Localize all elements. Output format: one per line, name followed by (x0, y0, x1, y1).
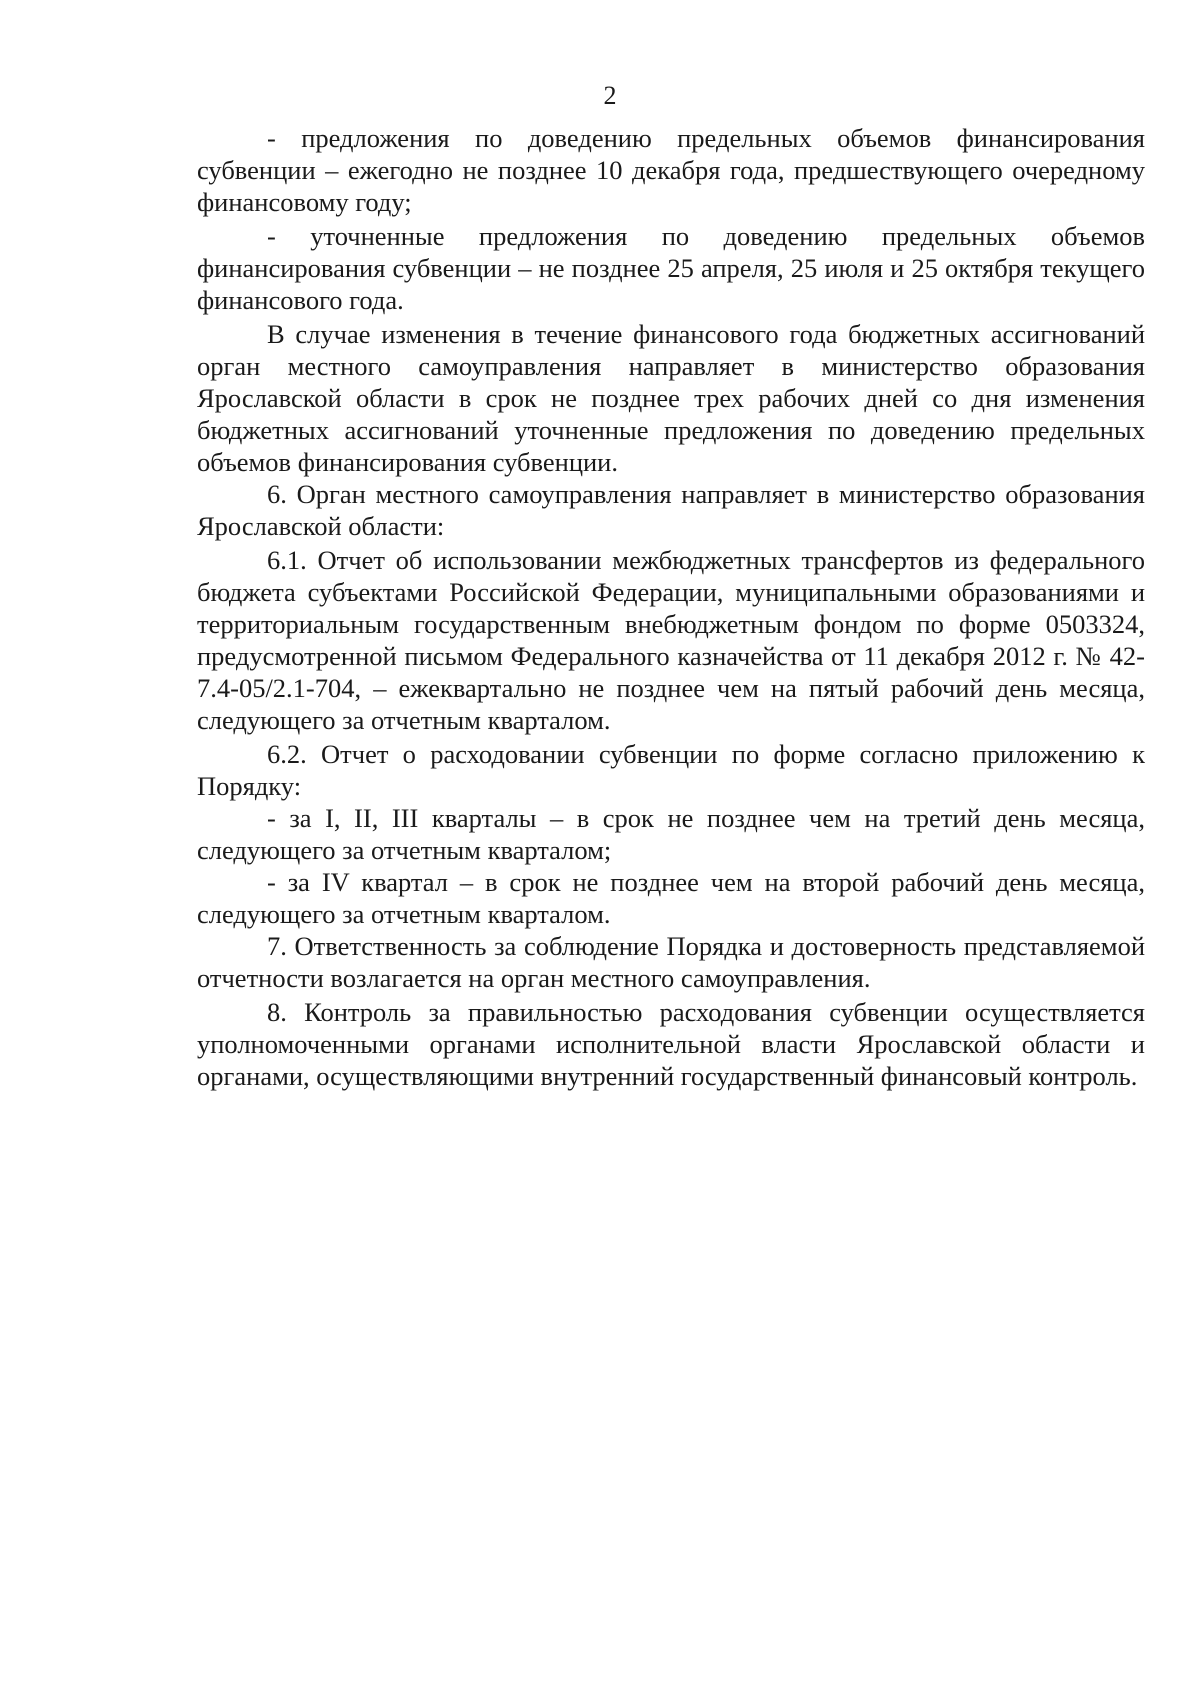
paragraph-quarters-1-3: - за I, II, III кварталы – в срок не позднее чем на третий день месяца, следующего за отчетным кварталом; (197, 803, 1145, 865)
paragraph-budget-changes: В случае изменения в течение финансового года бюджетных ассигнований орган местного самоуправления направляет в министерство образования Ярославской области в срок не позднее трех рабочих дней со дня изменения бюджетных ассигнований уточненные предложения по доведению предельных объемов финансирования субвенции. (197, 319, 1145, 477)
paragraph-proposals-deadline: - предложения по доведению предельных объемов финансирования субвенции – ежегодно не позднее 10 декабря года, предшествующего очередному финансовому году; (197, 123, 1145, 217)
paragraph-quarter-4: - за IV квартал – в срок не позднее чем на второй рабочий день месяца, следующего за отчетным кварталом. (197, 867, 1145, 929)
page-number: 2 (603, 81, 617, 110)
paragraph-updated-proposals: - уточненные предложения по доведению предельных объемов финансирования субвенции – не позднее 25 апреля, 25 июля и 25 октября текущего финансового года. (197, 221, 1145, 315)
paragraph-item-7: 7. Ответственность за соблюдение Порядка и достоверность представляемой отчетности возлагается на орган местного самоуправления. (197, 931, 1145, 993)
paragraph-item-8: 8. Контроль за правильностью расходования субвенции осуществляется уполномоченными органами исполнительной власти Ярославской области и органами, осуществляющими внутренний государственный финансовый контроль. (197, 997, 1145, 1091)
document-body (197, 122, 1145, 1092)
paragraph-item-6-1: 6.1. Отчет об использовании межбюджетных трансфертов из федерального бюджета субъектами Российской Федерации, муниципальными образованиями и территориальным государственным внебюджетным фондом по форме 0503324, предусмотренной письмом Федерального казначейства от 11 декабря 2012 г. № 42-7.4-05/2.1-704, – ежеквартально не позднее чем на пятый рабочий день месяца, следующего за отчетным кварталом. (197, 545, 1145, 735)
paragraph-item-6-2: 6.2. Отчет о расходовании субвенции по форме согласно приложению к Порядку: (197, 739, 1145, 801)
paragraph-item-6: 6. Орган местного самоуправления направляет в министерство образования Ярославской области: (197, 479, 1145, 541)
